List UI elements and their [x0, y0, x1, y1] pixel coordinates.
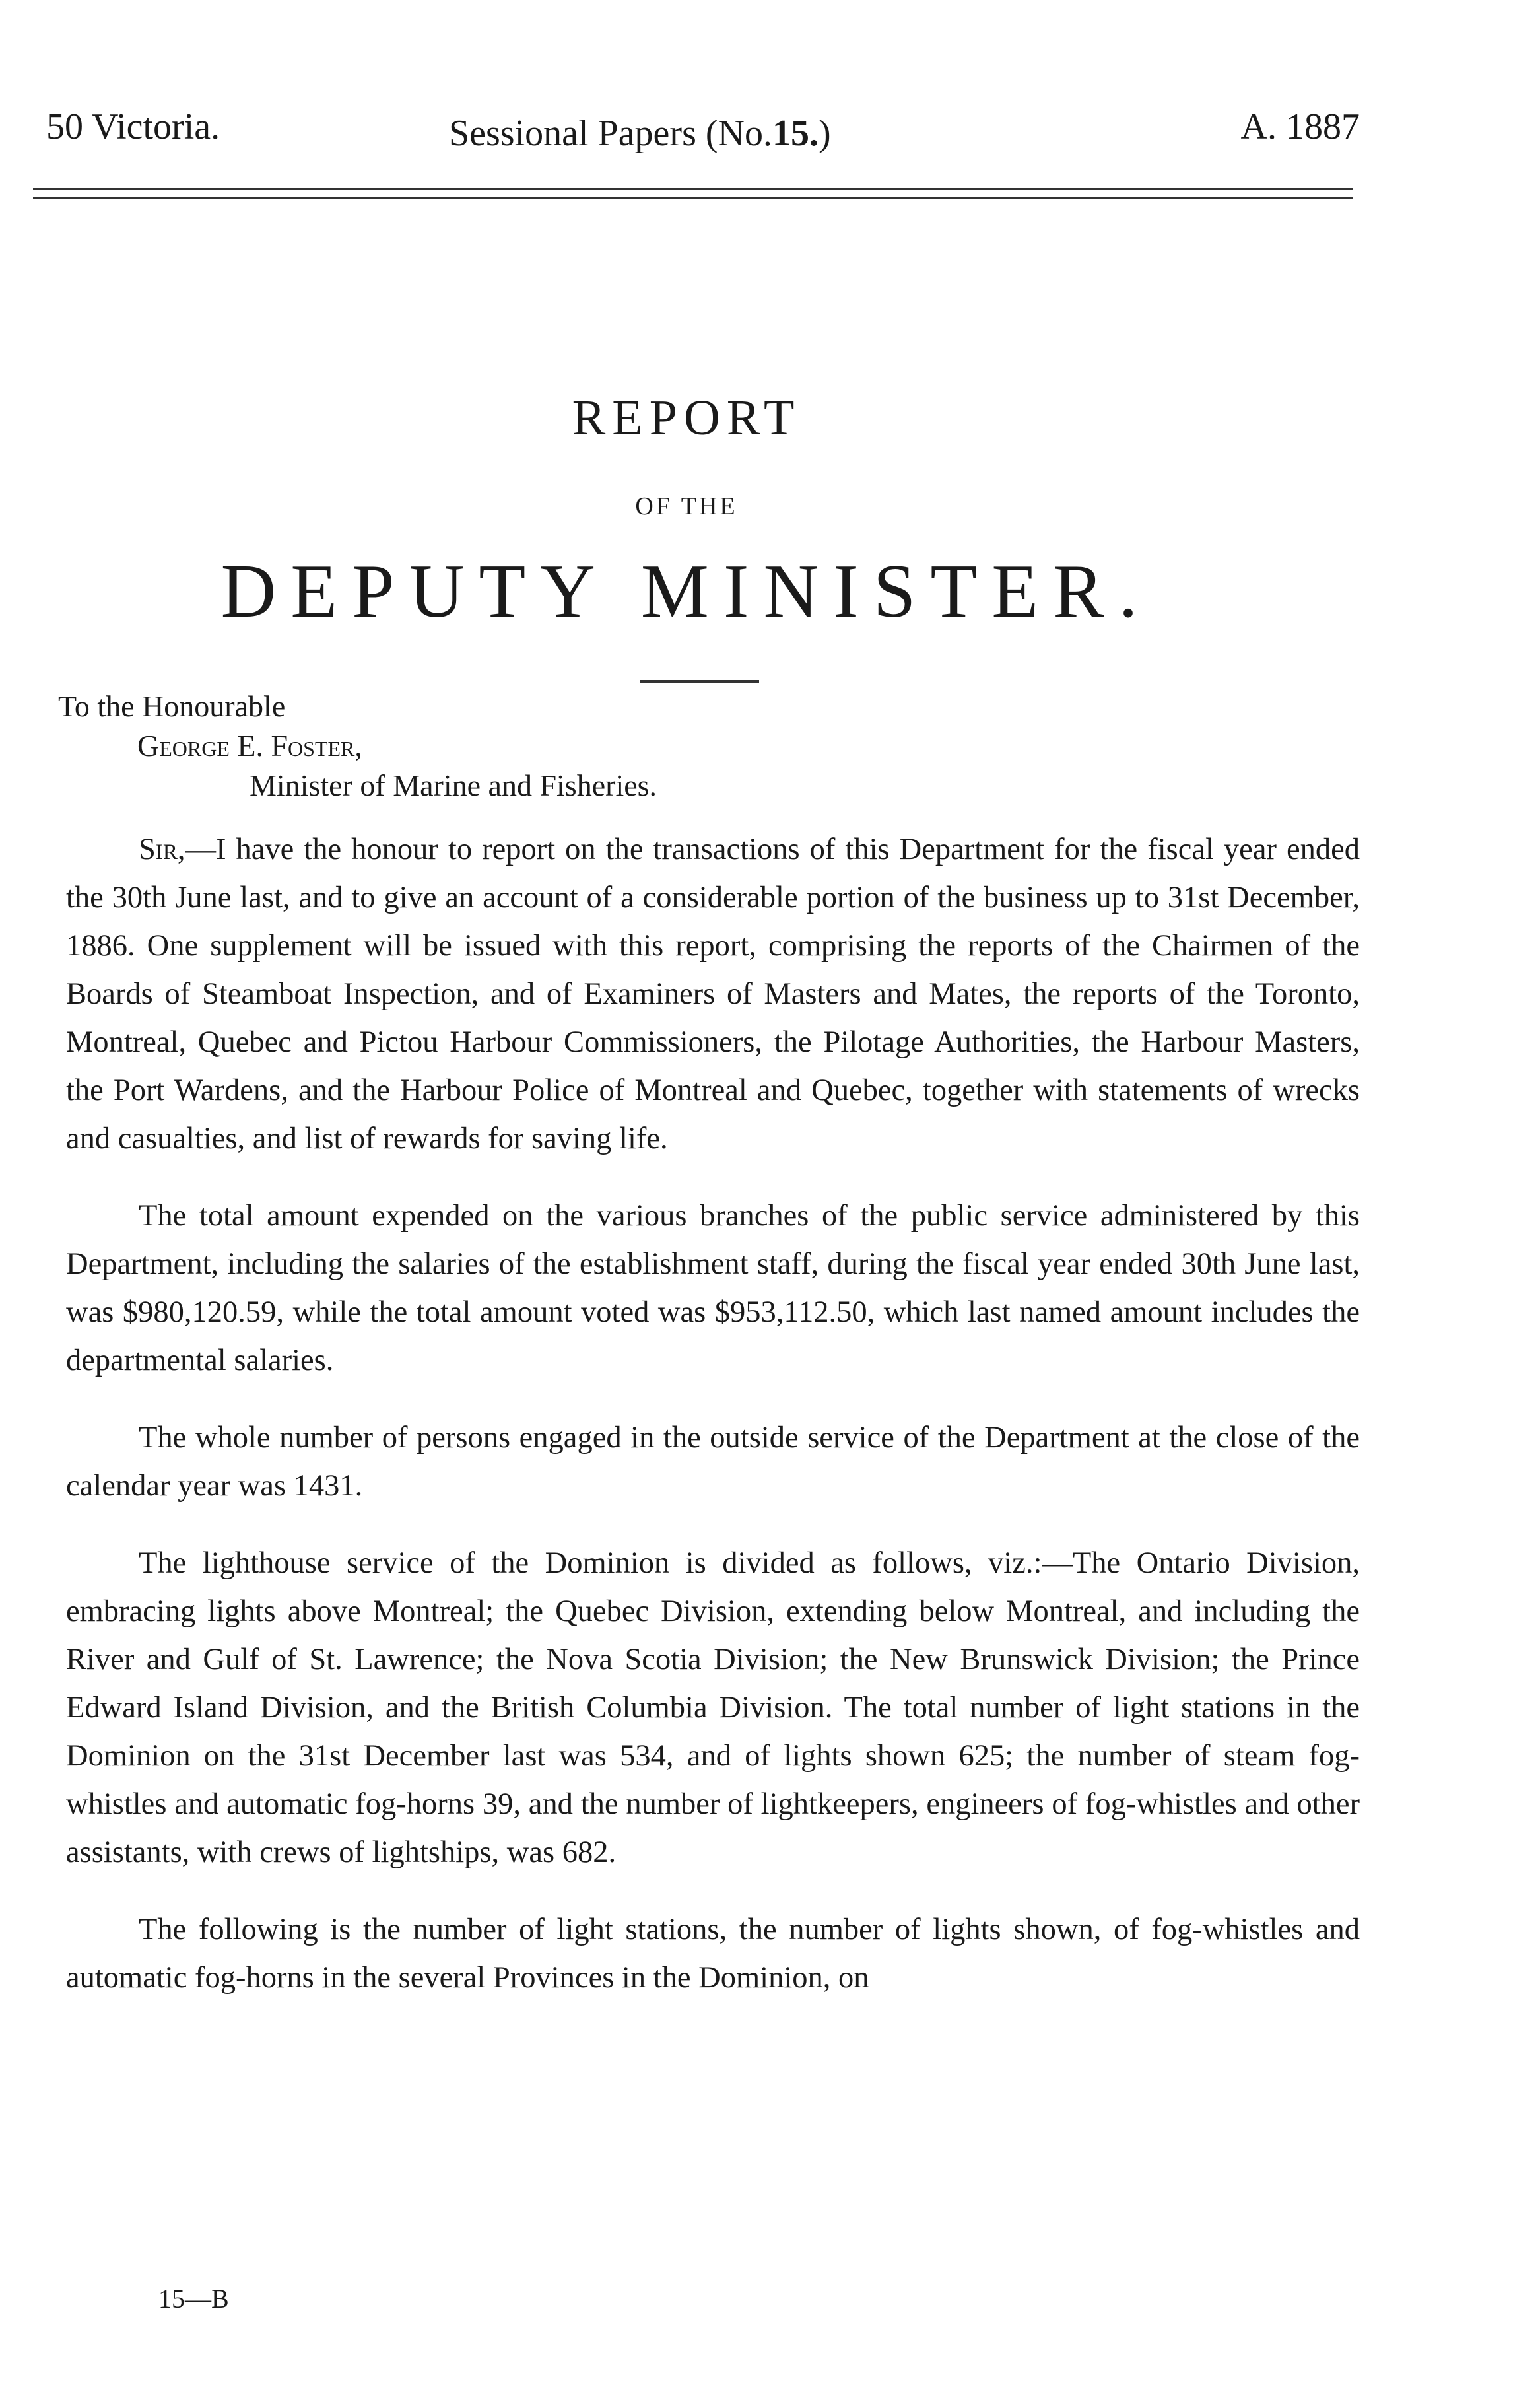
- header-paper-number: 15.: [772, 113, 819, 154]
- report-body: [66, 825, 1360, 2031]
- title-deputy-minister: DEPUTY MINISTER.: [220, 549, 1153, 634]
- paragraph-lighthouse-service: The lighthouse service of the Dominion is divided as follows, viz.:—The Ontario Division, embracing lights above Montreal; the Quebec Division, extending below Montreal, and including the River and Gulf of St. Lawrence; the Nova Scotia Division; the New Brunswick Division; the Prince Edward Island Division, and the British Columbia Division. The total number of light stations in the Dominion on the 31st December last was 534, and of lights shown 625; the number of steam fog-whistles and automatic fog-horns 39, and the number of lightkeepers, engineers of fog-whistles and other assistants, with crews of lightships, was 682.: [66, 1546, 1360, 1869]
- paragraph-expenditure: The total amount expended on the various branches of the public service administered by this Department, including the salaries of the establishment staff, during the fiscal year ended 30th June last, was $980,120.59, while the total amount voted was $953,112.50, which last named amount includes the departmental salaries.: [66, 1199, 1360, 1377]
- title-divider: [640, 680, 759, 683]
- running-header: [46, 106, 1360, 158]
- header-center-prefix: Sessional Papers (No.: [449, 113, 772, 154]
- header-center-suffix: ): [818, 113, 831, 154]
- paragraph-staff-count: The whole number of persons engaged in the outside service of the Department at the close of the calendar year was 1431.: [66, 1421, 1360, 1503]
- header-double-rule: [33, 188, 1353, 199]
- title-of-the: OF THE: [635, 493, 738, 520]
- header-regnal-year: 50 Victoria.: [46, 106, 220, 147]
- addressee-name: George E. Foster,: [137, 729, 362, 763]
- paragraph-following: The following is the number of light stations, the number of lights shown, of fog-whistles and automatic fog-horns in the several Provinces in the Dominion, on: [66, 1913, 1360, 1995]
- header-sessional-papers: [449, 112, 831, 154]
- addressee-title: Minister of Marine and Fisheries.: [250, 769, 657, 802]
- title-report: REPORT: [572, 390, 801, 446]
- salutation-sir: Sir,: [139, 833, 185, 866]
- paragraph-introduction: [66, 825, 1360, 1163]
- addressee-salutation: To the Honourable: [58, 689, 286, 723]
- signature-mark: 15—B: [158, 2284, 229, 2313]
- header-year: A. 1887: [1240, 106, 1360, 147]
- paragraph-introduction-text: —I have the honour to report on the transactions of this Department for the fiscal year ended the 30th June last, and to give an account of a considerable portion of the business up to 31st December, 1886. One supplement will be issued with this report, comprising the reports of the Chairmen of the Boards of Steamboat Inspection, and of Examiners of Masters and Mates, the reports of the Toronto, Montreal, Quebec and Pictou Harbour Commissioners, the Pilotage Authorities, the Harbour Masters, the Port Wardens, and the Harbour Police of Montreal and Quebec, together with statements of wrecks and casualties, and list of rewards for saving life.: [66, 833, 1360, 1155]
- addressee-block: [58, 687, 657, 805]
